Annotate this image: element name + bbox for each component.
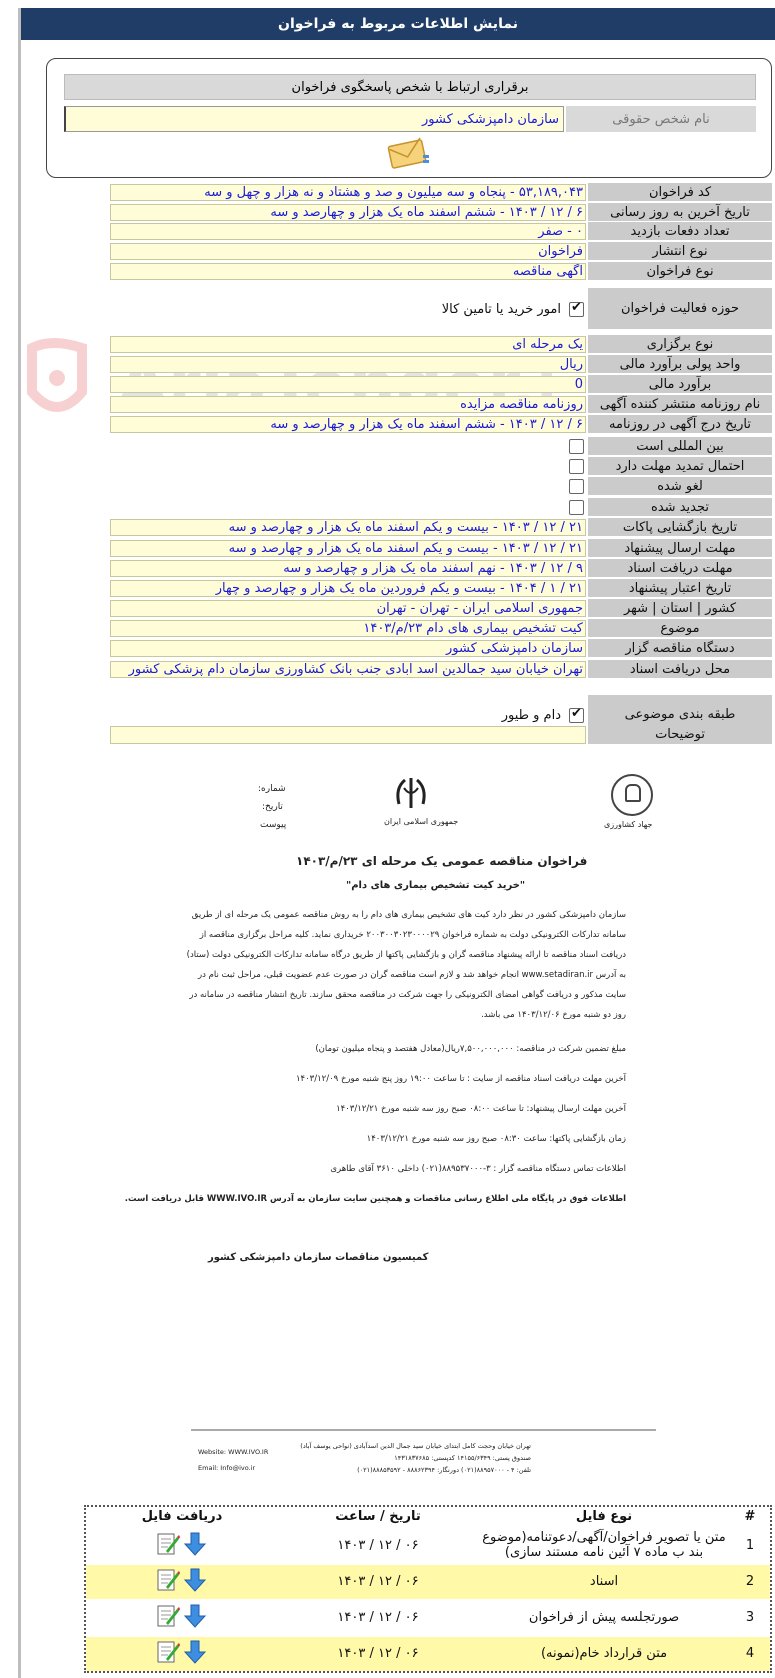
doc-info: اطلاعات فوق در پایگاه ملی اطلاع رسانی مناقصات و همچنین سایت سازمان به آدرس WWW.IVO.IR قابل دریافت است. [124, 1194, 626, 1204]
file-num: 4 [745, 1645, 755, 1661]
doc-footer-address: تهران خیابان وحجت کامل ابتدای خیابان سید جمال الدین اسدآبادی (نواحی یوسف آباد) [300, 1442, 531, 1450]
doc-contact: اطلاعات تماس دستگاه مناقصه گزار : ۳-۸۸۹۵۳۷۰۰۰(۰۲۱) داخلی ۳۶۱۰ آقای طاهری [330, 1164, 626, 1174]
field-row [110, 395, 772, 414]
doc-body-6: روز دو شنبه مورخ ۱۴۰۳/۱۲/۰۶ می باشد. [481, 1010, 626, 1020]
col-header-type: نوع فایل [575, 1508, 633, 1524]
org-left-label: جهاد کشاورزی [604, 820, 653, 829]
file-date: ۰۶ / ۱۲ / ۱۴۰۳ [337, 1609, 419, 1625]
field-value: روزنامه مناقصه مزایده [110, 396, 586, 413]
field-label: نام روزنامه منتشر کننده آگهی [588, 395, 772, 414]
file-type: اسناد [589, 1573, 619, 1589]
field-label: واحد پولی برآورد مالی [588, 355, 772, 374]
field-label: برآورد مالی [588, 375, 772, 394]
checkbox[interactable] [569, 459, 584, 474]
file-date: ۰۶ / ۱۲ / ۱۴۰۳ [337, 1573, 419, 1589]
doc-signature: کمیسیون مناقصات سازمان دامپزشکی کشور [208, 1252, 429, 1263]
emblem-icon [391, 774, 431, 814]
field-value: یک مرحله ای [110, 336, 586, 353]
field-row [110, 619, 772, 638]
field-label: کشور | استان | شهر [588, 599, 772, 618]
page-title: نمایش اطلاعات مربوط به فراخوان [21, 8, 775, 40]
field-value: فراخوان [110, 243, 586, 260]
field-value: 0 [110, 376, 586, 393]
checkbox[interactable] [569, 479, 584, 494]
field-row [110, 559, 772, 578]
field-label: طبقه بندی موضوعی [588, 695, 772, 735]
field-value: جمهوری اسلامی ایران - تهران - تهران [110, 600, 586, 617]
field-row [110, 203, 772, 222]
field-row [110, 457, 772, 476]
envelope-icon[interactable] [387, 137, 427, 167]
field-row [110, 437, 772, 456]
col-header-date: تاریخ / ساعت [335, 1508, 421, 1524]
field-row [110, 539, 772, 558]
doc-meta-attachment: پیوست [260, 820, 287, 830]
download-arrow-icon[interactable] [182, 1639, 208, 1670]
field-value: ۶ / ۱۲ / ۱۴۰۳ - ششم اسفند ماه یک هزار و چهارصد و سه [110, 204, 586, 221]
emblem-label: جمهوری اسلامی ایران [384, 817, 459, 826]
field-value: سازمان دامپزشکی کشور [110, 640, 586, 657]
field-value: تهران خیابان سید جمالدین اسد ابادی جنب بانک کشاورزی سازمان دام پزشکی کشور [110, 661, 586, 678]
doc-title: فراخوان مناقصه عمومی یک مرحله ای ۲۳/م/۱۴۰۳ [296, 854, 588, 868]
field-value: ۶ / ۱۲ / ۱۴۰۳ - ششم اسفند ماه یک هزار و چهارصد و سه [110, 416, 586, 433]
checkbox[interactable] [569, 439, 584, 454]
file-date: ۰۶ / ۱۲ / ۱۴۰۳ [337, 1537, 419, 1553]
file-row [86, 1637, 770, 1671]
field-label: کد فراخوان [588, 183, 772, 202]
download-arrow-icon[interactable] [182, 1603, 208, 1634]
field-row [110, 599, 772, 618]
field-row [110, 355, 772, 374]
jihad-logo [611, 774, 653, 816]
field-row [110, 725, 772, 745]
doc-subtitle: "خرید کیت تشخیص بیماری های دام" [346, 880, 526, 891]
doc-footer-website: Website: WWW.IVO.IR [198, 1448, 269, 1456]
field-row [110, 183, 772, 202]
field-label: تعداد دفعات بازدید [588, 222, 772, 241]
file-date: ۰۶ / ۱۲ / ۱۴۰۳ [337, 1645, 419, 1661]
field-value: ۰ - صفر [110, 223, 586, 240]
field-value [110, 726, 586, 744]
field-row [110, 242, 772, 261]
field-row [110, 639, 772, 658]
field-label: نوع فراخوان [588, 262, 772, 281]
file-download-cell [86, 1637, 278, 1671]
file-download-cell [86, 1529, 278, 1563]
field-row [110, 262, 772, 281]
col-header-download: دریافت فایل [141, 1508, 223, 1524]
field-value: کیت تشخیص بیماری های دام ۲۳/م/۱۴۰۳ [110, 620, 586, 637]
legal-entity-value: سازمان دامپزشکی کشور [64, 106, 564, 132]
download-arrow-icon[interactable] [182, 1531, 208, 1562]
field-label: موضوع [588, 619, 772, 638]
files-table [84, 1505, 772, 1673]
doc-deadline-offer: آخرین مهلت ارسال پیشنهاد: تا ساعت ۰۸:۰۰ صبح روز سه شنبه مورخ ۱۴۰۳/۱۲/۲۱ [336, 1104, 626, 1114]
file-row [86, 1529, 770, 1563]
field-row [110, 660, 772, 679]
field-row [110, 579, 772, 598]
field-label: لغو شده [588, 477, 772, 496]
field-label: تاریخ بازگشایی پاکات [588, 518, 772, 537]
field-checkbox-value [110, 458, 586, 475]
field-label: تاریخ آخرین به روز رسانی [588, 203, 772, 222]
doc-opening: زمان بازگشایی پاکتها: ساعت ۰۸:۳۰ صبح روز سه شنبه مورخ ۱۴۰۳/۱۲/۲۱ [366, 1134, 626, 1144]
file-num: 3 [745, 1609, 755, 1625]
doc-meta-date: تاریخ: [262, 802, 283, 812]
doc-body-3: دریافت اسناد مناقصه تا ارائه پیشنهاد مناقصه گران و بازگشایی پاکتها از طریق درگاه سامانه تدارکات الکترونیکی دولت (ستاد) [186, 950, 626, 960]
field-row [110, 415, 772, 434]
field-value: ۹ / ۱۲ / ۱۴۰۳ - نهم اسفند ماه یک هزار و چهارصد و سه [110, 560, 586, 577]
edit-document-icon[interactable] [156, 1639, 180, 1670]
file-download-cell [86, 1601, 278, 1635]
checkbox-label: امور خرید یا تامین کالا [441, 301, 561, 317]
file-type: متن قرارداد خام(نمونه) [540, 1645, 668, 1661]
field-value: ۲۱ / ۱۲ / ۱۴۰۳ - بیست و یکم اسفند ماه یک هزار و چهارصد و سه [110, 519, 586, 536]
field-label: مهلت ارسال پیشنهاد [588, 539, 772, 558]
field-row [110, 518, 772, 537]
doc-footer-email: Email: Info@ivo.ir [198, 1464, 256, 1472]
edit-document-icon[interactable] [156, 1531, 180, 1562]
doc-footer-phone: تلفن: ۴ - ۸۸۹۵۷۰۰۰(۰۲۱) دورنگار: ۸۸۸۶۲۳۹۴ - ۸۸۸۵۳۵۹۲(۰۲۱) [357, 1466, 531, 1474]
field-label: تجدید شده [588, 498, 772, 517]
field-label: مهلت دریافت اسناد [588, 559, 772, 578]
file-row [86, 1565, 770, 1599]
field-value: ۵۳,۱۸۹,۰۴۳ - پنجاه و سه میلیون و صد و هشتاد و نه هزار و چهل و سه [110, 184, 586, 201]
file-type: صورتجلسه پیش از فراخوان [528, 1609, 680, 1625]
legal-entity-label: نام شخص حقوقی [566, 106, 756, 132]
doc-body-2: سامانه تدارکات الکترونیکی دولت به شماره فراخوان ۲۰۰۳۰۰۳۰۲۳۰۰۰۰۲۹ خریداری نماید. کلیه مراحل برگزاری مناقصه از [199, 930, 626, 940]
field-label: دستگاه مناقصه گزار [588, 639, 772, 658]
doc-deadline-docs: آخرین مهلت دریافت اسناد مناقصه از سایت : تا ساعت ۱۹:۰۰ روز پنج شنبه مورخ ۱۴۰۳/۱۲/۰۹ [295, 1074, 626, 1084]
edit-document-icon[interactable] [156, 1603, 180, 1634]
field-label: نوع برگزاری [588, 335, 772, 354]
field-row [110, 335, 772, 354]
field-row [110, 222, 772, 241]
field-value: ریال [110, 356, 586, 373]
field-label: حوزه فعالیت فراخوان [588, 288, 772, 330]
field-label: تاریخ درج آگهی در روزنامه [588, 415, 772, 434]
doc-guarantee: مبلغ تضمین شرکت در مناقصه: ۷,۵۰۰,۰۰۰,۰۰۰ریال(معادل هفتصد و پنجاه میلیون تومان) [315, 1044, 626, 1054]
field-label: تاریخ اعتبار پیشنهاد [588, 579, 772, 598]
file-num: 1 [745, 1537, 755, 1553]
download-arrow-icon[interactable] [182, 1567, 208, 1598]
field-row [110, 477, 772, 496]
field-label: نوع انتشار [588, 242, 772, 261]
field-checkbox-value [110, 499, 586, 516]
field-label: توضیحات [588, 725, 772, 745]
field-checkbox-value [110, 289, 586, 329]
doc-body-5: سایت مذکور و دریافت گواهی امضای الکترونیکی را جهت شرکت در مناقصه محقق سازند. تاریخ انتشار مناقصه در سامانه در [189, 990, 626, 1000]
field-value: ۲۱ / ۱۲ / ۱۴۰۳ - بیست و یکم اسفند ماه یک هزار و چهارصد و سه [110, 540, 586, 557]
announcement-document [124, 762, 696, 1482]
field-row [110, 498, 772, 517]
doc-footer-divider [191, 1429, 656, 1431]
col-header-num: # [744, 1508, 756, 1524]
file-type: متن یا تصویر فراخوان/آگهی/دعوتنامه(موضوع بند ب ماده ۷ آئین نامه مستند سازی) [482, 1530, 726, 1560]
field-value: آگهی مناقصه [110, 263, 586, 280]
edit-document-icon[interactable] [156, 1567, 180, 1598]
doc-footer-postal: صندوق پستی: ۱۴۱۵۵/۶۳۴۹ کدپستی: ۱۴۳۱۸۳۷۶۸۵ [394, 1454, 531, 1462]
field-label: احتمال تمدید مهلت دارد [588, 457, 772, 476]
contact-header: برقراری ارتباط با شخص پاسخگوی فراخوان [64, 74, 756, 100]
checkbox[interactable] [569, 708, 584, 723]
field-value: ۲۱ / ۱ / ۱۴۰۴ - بیست و یکم فروردین ماه یک هزار و چهارصد و چهار [110, 580, 586, 597]
checkbox-label: دام و طیور [501, 707, 561, 723]
checkbox[interactable] [569, 302, 584, 317]
file-num: 2 [745, 1573, 755, 1589]
field-row [110, 375, 772, 394]
checkbox[interactable] [569, 500, 584, 515]
contact-panel [46, 58, 772, 178]
field-checkbox-value [110, 478, 586, 495]
doc-body-4: به آدرس www.setadiran.ir انجام خواهد شد و لازم است مناقصه گران در صورت عدم عضویت قبلی، مراحل ثبت نام در [198, 970, 626, 980]
file-download-cell [86, 1565, 278, 1599]
files-table-header [86, 1507, 770, 1527]
field-label: محل دریافت اسناد [588, 660, 772, 679]
field-row [110, 288, 772, 330]
field-label: بین المللی است [588, 437, 772, 456]
doc-body-1: سازمان دامپزشکی کشور در نظر دارد کیت های تشخیص بیماری های دام را به روش مناقصه عمومی یک مرحله ای از طریق [191, 910, 626, 920]
file-row [86, 1601, 770, 1635]
field-checkbox-value [110, 438, 586, 455]
doc-meta-number: شماره: [258, 784, 286, 794]
